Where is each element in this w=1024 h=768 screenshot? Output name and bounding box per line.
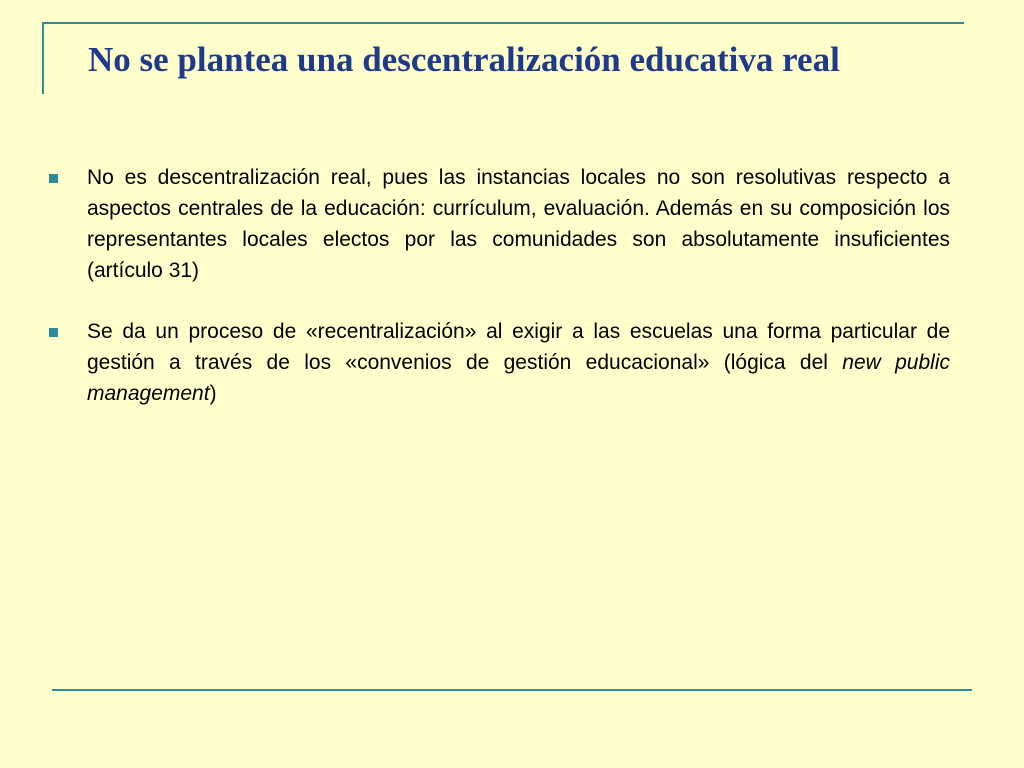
square-bullet-icon [49, 328, 58, 337]
bullet-text-part: Se da un proceso de «recentralización» al exigir a las escuelas una forma particular de gestión a través de los «convenios de gestión educacional» (lógica del [87, 320, 950, 374]
bullet-text-italic: new public management [87, 351, 950, 405]
bottom-rule [52, 689, 972, 691]
slide-title: No se plantea una descentralización educativa real [88, 40, 840, 79]
left-rule [42, 22, 44, 94]
bullet-item [46, 316, 950, 409]
bullet-list [46, 162, 950, 439]
square-bullet-icon [49, 174, 58, 183]
bullet-text [87, 320, 950, 405]
bullet-text: No es descentralización real, pues las instancias locales no son resolutivas respecto a aspectos centrales de la educación: currículum, evaluación. Además en su composición los representantes locales electos por las comunidades son absolutamente insuficientes (artículo 31) [87, 166, 950, 282]
top-rule [42, 22, 964, 24]
bullet-text-part: ) [209, 382, 217, 405]
bullet-item [46, 162, 950, 286]
